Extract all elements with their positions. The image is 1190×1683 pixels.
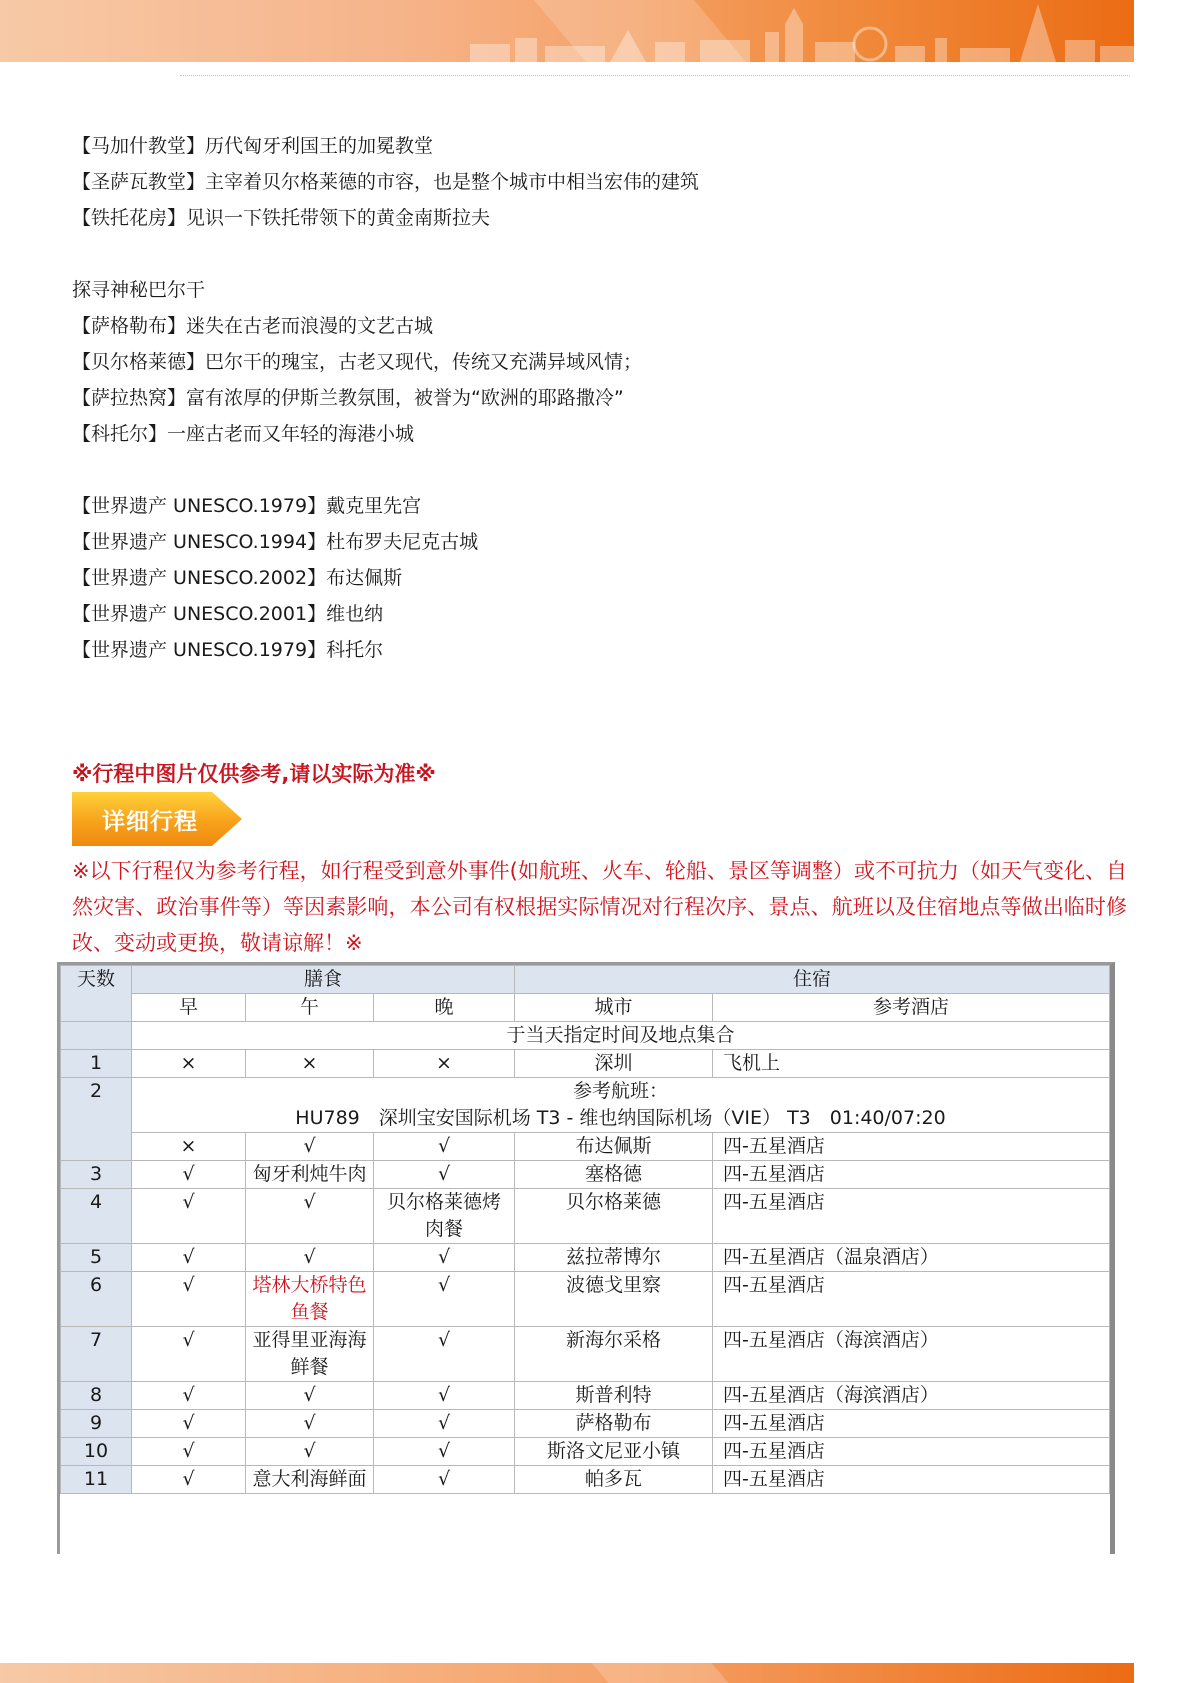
assembly-note: 于当天指定时间及地点集合 [132, 1022, 1110, 1050]
table-row: × √ √ 布达佩斯 四-五星酒店 [61, 1133, 1110, 1161]
header-meals: 膳食 [132, 966, 515, 994]
cell-day: 9 [61, 1410, 132, 1438]
highlight-heading: 探寻神秘巴尔干 [72, 279, 206, 301]
cell-day: 6 [61, 1272, 132, 1327]
table-row [61, 1466, 1110, 1494]
disclaimer-text: ※以下行程仅为参考行程，如行程受到意外事件(如航班、火车、轮船、景区等调整）或不可抗力（如天气变化、自然灾害、政治事件等）等因素影响，本公司有权根据实际情况对行程次序、景点、航班以及住宿地点等做出临时修改、变动或更换，敬请谅解！※ [72, 859, 1127, 955]
cell-city: 波德戈里察 [515, 1272, 713, 1327]
table-subheader-row [61, 994, 1110, 1022]
header-breakfast: 早 [132, 994, 246, 1022]
header-hotel: 参考酒店 [713, 994, 1110, 1022]
flight-detail: HU789 深圳宝安国际机场 T3 - 维也纳国际机场（VIE） T3 01:40/07:20 [295, 1107, 946, 1129]
cell-city: 萨格勒布 [515, 1410, 713, 1438]
cell-b: √ [132, 1189, 246, 1244]
cell-l: √ [246, 1382, 374, 1410]
cell-hotel: 四-五星酒店 [713, 1272, 1110, 1327]
footer-banner [0, 1663, 1134, 1683]
cell-l: 塔林大桥特色鱼餐 [246, 1272, 374, 1327]
cell-d: √ [374, 1438, 515, 1466]
table-row [61, 1382, 1110, 1410]
cell-day: 7 [61, 1327, 132, 1382]
image-notice: ※行程中图片仅供参考,请以实际为准※ [72, 762, 436, 786]
cell-b: √ [132, 1382, 246, 1410]
cell-b: √ [132, 1272, 246, 1327]
section-tag [72, 792, 242, 846]
cell-day: 11 [61, 1466, 132, 1494]
table-row [61, 1410, 1110, 1438]
cell-day: 10 [61, 1438, 132, 1466]
cell-l: √ [246, 1244, 374, 1272]
cell-city: 斯普利特 [515, 1382, 713, 1410]
header-divider [180, 75, 1130, 76]
cell-day: 5 [61, 1244, 132, 1272]
cell-d: √ [374, 1244, 515, 1272]
cell-d: √ [374, 1327, 515, 1382]
cell-b: √ [132, 1466, 246, 1494]
cell-hotel: 四-五星酒店（海滨酒店） [713, 1382, 1110, 1410]
section-title: 详细行程 [102, 809, 198, 835]
highlights-balkans [72, 272, 642, 452]
cell-hotel: 四-五星酒店 [713, 1466, 1110, 1494]
highlights-unesco [72, 488, 478, 668]
highlight-line: 【科托尔】一座古老而又年轻的海港小城 [72, 423, 415, 445]
cell-l: √ [246, 1410, 374, 1438]
cell-d: √ [374, 1410, 515, 1438]
cell-d: √ [374, 1382, 515, 1410]
table-header-row [61, 966, 1110, 994]
cell-city: 新海尔采格 [515, 1327, 713, 1382]
cell-l: 意大利海鲜面 [246, 1466, 374, 1494]
cell-b: √ [132, 1161, 246, 1189]
header-city: 城市 [515, 994, 713, 1022]
highlight-line: 【圣萨瓦教堂】主宰着贝尔格莱德的市容，也是整个城市中相当宏伟的建筑 [72, 171, 700, 193]
flight-label: 参考航班： [572, 1080, 668, 1102]
cell-d: √ [374, 1161, 515, 1189]
cell-hotel: 四-五星酒店（温泉酒店） [713, 1244, 1110, 1272]
cell-city: 塞格德 [515, 1161, 713, 1189]
table-row [61, 1189, 1110, 1244]
highlight-line: 【萨格勒布】迷失在古老而浪漫的文艺古城 [72, 315, 434, 337]
flight-info [132, 1078, 1110, 1133]
skyline-decoration [0, 0, 1134, 62]
itinerary-table [57, 962, 1115, 1554]
unesco-line: 【世界遗产 UNESCO.2002】布达佩斯 [72, 567, 403, 589]
cell-day: 4 [61, 1189, 132, 1244]
cell-city: 兹拉蒂博尔 [515, 1244, 713, 1272]
cell-city: 斯洛文尼亚小镇 [515, 1438, 713, 1466]
highlight-line: 【萨拉热窝】富有浓厚的伊斯兰教氛围，被誉为“欧洲的耶路撒冷” [72, 387, 624, 409]
cell-l: √ [246, 1189, 374, 1244]
table-row [61, 1161, 1110, 1189]
table-row: 1 × × × 深圳 飞机上 [61, 1050, 1110, 1078]
cell-d: 贝尔格莱德烤肉餐 [374, 1189, 515, 1244]
unesco-line: 【世界遗产 UNESCO.1979】戴克里先宫 [72, 495, 422, 517]
header-lunch: 午 [246, 994, 374, 1022]
cell-b: √ [132, 1327, 246, 1382]
cell-l: 亚得里亚海海鲜餐 [246, 1327, 374, 1382]
cell-city: 帕多瓦 [515, 1466, 713, 1494]
cell-city: 贝尔格莱德 [515, 1189, 713, 1244]
highlight-line: 【贝尔格莱德】巴尔干的瑰宝，古老又现代，传统又充满异域风情； [72, 351, 643, 373]
cell-b: √ [132, 1244, 246, 1272]
cell-l: √ [246, 1438, 374, 1466]
cell-day: 8 [61, 1382, 132, 1410]
cell-hotel: 四-五星酒店（海滨酒店） [713, 1327, 1110, 1382]
unesco-line: 【世界遗产 UNESCO.2001】维也纳 [72, 603, 384, 625]
cell-d: √ [374, 1272, 515, 1327]
highlight-line: 【马加什教堂】历代匈牙利国王的加冕教堂 [72, 135, 434, 157]
table-row [61, 1244, 1110, 1272]
cell-d: √ [374, 1466, 515, 1494]
table-row-flight: 2 参考航班： HU789 深圳宝安国际机场 T3 - 维也纳国际机场（VIE） T3 01:40/07:20 [61, 1078, 1110, 1133]
cell-hotel: 四-五星酒店 [713, 1161, 1110, 1189]
table-row [61, 1272, 1110, 1327]
cell-l: 匈牙利炖牛肉 [246, 1161, 374, 1189]
unesco-line: 【世界遗产 UNESCO.1979】科托尔 [72, 639, 384, 661]
cell-day: 3 [61, 1161, 132, 1189]
header-banner [0, 0, 1134, 62]
cell-hotel: 四-五星酒店 [713, 1438, 1110, 1466]
header-lodging: 住宿 [515, 966, 1110, 994]
header-day: 天数 [61, 966, 132, 1022]
highlight-line: 【铁托花房】见识一下铁托带领下的黄金南斯拉夫 [72, 207, 491, 229]
highlights-churches [72, 128, 699, 236]
table-row-assembly [61, 1022, 1110, 1050]
unesco-line: 【世界遗产 UNESCO.1994】杜布罗夫尼克古城 [72, 531, 479, 553]
cell-b: √ [132, 1438, 246, 1466]
table-row [61, 1438, 1110, 1466]
table-row [61, 1327, 1110, 1382]
header-dinner: 晚 [374, 994, 515, 1022]
cell-hotel: 四-五星酒店 [713, 1189, 1110, 1244]
cell-hotel: 四-五星酒店 [713, 1410, 1110, 1438]
cell-b: √ [132, 1410, 246, 1438]
